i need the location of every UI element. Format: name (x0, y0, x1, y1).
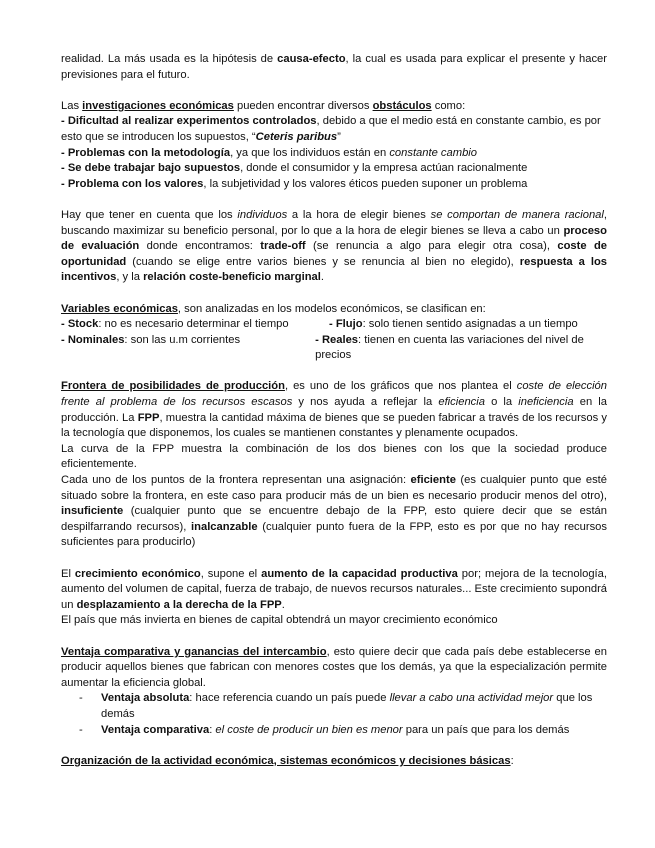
text: , la subjetividad y los valores éticos pueden suponer un problema (203, 177, 528, 190)
crecimiento-paragraph (61, 567, 607, 614)
obstaculos-intro (61, 99, 607, 115)
text: . (281, 598, 285, 611)
italic-term: ineficiencia (518, 396, 574, 409)
text: (cualquier punto que se encuentre debajo de la FPP, esto quiere decir que se están despilfarrando recursos), (61, 505, 607, 533)
italic-term: constante cambio (389, 146, 477, 159)
bold-term: - Se debe trabajar bajo supuestos (61, 162, 241, 175)
fpp-curve-sentence: La curva de la FPP muestra la combinación de los dos bienes con los que la sociedad produce eficientemente. (61, 442, 607, 471)
text: , ya que los individuos están en (230, 146, 390, 159)
text: : solo tienen sentido asignadas a un tiempo (362, 318, 578, 331)
text: , esto quiere decir que cada país debe establecerse en producir aquellos bienes que fabrican con menores costes que los demás, ya que la especialización permite aumentar la eficiencia global. (61, 645, 607, 689)
text: : tienen en cuenta las variaciones del nivel de precios (315, 333, 584, 362)
bold-term: aumento de la capacidad productiva (261, 567, 458, 580)
section-organizacion-heading (61, 754, 607, 770)
heading-obstaculos: obstáculos (372, 99, 432, 112)
text: Las (61, 99, 83, 112)
text: El (61, 567, 75, 580)
text: : son las u.m corrientes (124, 333, 241, 346)
bold-term: - Reales (315, 333, 359, 346)
text: por; mejora de la tecnología, aumento del volumen de capital, fuerza de trabajo, de nuevos recursos naturales... Este crecimiento supondrá un (61, 567, 608, 611)
text: . (320, 271, 324, 284)
list-item (61, 161, 607, 177)
text: , y la (116, 271, 144, 284)
paragraph-causa-efecto (61, 52, 607, 83)
list-item (61, 146, 607, 162)
section-ventaja (61, 645, 607, 739)
text: (cualquier punto fuera de la FPP, esto es por que no hay recursos suficientes para producirlo) (61, 520, 607, 549)
variables-intro (61, 302, 607, 318)
text: (cuando se elige entre varios bienes y se renuncia al bien no elegido), (126, 255, 520, 268)
text: , la cual es usada para explicar el presente y hacer previsiones para el futuro. (61, 53, 607, 81)
text: en la producción. La (61, 396, 607, 424)
italic-term: coste de elección frente al problema de los recursos escasos (61, 380, 607, 409)
text: , supone el (200, 567, 262, 580)
bold-term: - Problemas con la metodología (61, 146, 231, 159)
text: donde encontramos: (139, 240, 261, 253)
list-item (79, 723, 607, 739)
fpp-paragraph (61, 379, 607, 441)
bold-term: - Flujo (329, 318, 363, 331)
italic-term: individuos (237, 208, 288, 221)
bold-term: proceso de evaluación (61, 224, 607, 253)
italic-term: el coste de producir un bien es menor (215, 723, 403, 736)
text: : hace referencia cuando un país puede (189, 692, 390, 705)
text: para un país que para los demás (402, 723, 570, 736)
bold-term: inalcanzable (191, 520, 258, 533)
bold-term: insuficiente (61, 505, 124, 518)
paragraph-individuos (61, 208, 607, 286)
text: , muestra la cantidad máxima de bienes que se pueden fabricar a través de los recursos y la tecnología que disponemos, los cuales se mantienen constantes y plenamente ocupados. (61, 411, 608, 440)
bold-term: desplazamiento a la derecha de la FPP (76, 598, 282, 611)
text: y nos ayuda a reflejar la (292, 396, 439, 409)
text: (es cualquier punto que esté situado sobre la frontera, en este caso para producir más de un bien es necesario producir menos del otro), (61, 474, 607, 502)
variables-row (61, 317, 607, 333)
variable-item (61, 317, 329, 333)
text: que los demás (101, 692, 593, 720)
italic-term: se comportan de manera racional (430, 208, 604, 221)
text: Cada uno de los puntos de la frontera representan una asignación: (61, 474, 411, 487)
variable-item (329, 317, 578, 333)
list-item (61, 114, 607, 145)
section-fpp (61, 379, 607, 551)
crecimiento-sentence: El país que más invierta en bienes de capital obtendrá un mayor crecimiento económico (61, 614, 498, 627)
text: Hay que tener en cuenta que los (61, 208, 238, 221)
dash-bullet: - (79, 723, 83, 736)
section-variables (61, 302, 607, 364)
text: pueden encontrar diversos (233, 99, 373, 112)
variable-item (61, 333, 315, 364)
text: (se renuncia a algo para elegir otra cosa), (305, 240, 558, 253)
list-item (61, 177, 607, 193)
variable-item (315, 333, 607, 364)
heading-organizacion: Organización de la actividad económica, sistemas económicos y decisiones básicas (61, 754, 511, 767)
bold-term: - Problema con los valores (61, 177, 204, 190)
italic-term: llevar a cabo una actividad mejor (389, 692, 554, 705)
fpp-asignacion-paragraph (61, 473, 607, 551)
bold-term: crecimiento económico (74, 567, 201, 580)
text: realidad. La más usada es la hipótesis de (61, 53, 278, 65)
text: , buscando maximizar su beneficio personal, por lo que a la hora de elegir bienes se lleva a cabo un (61, 208, 607, 237)
bold-term: - Nominales (61, 333, 125, 346)
bold-term: Ventaja absoluta (101, 692, 190, 705)
dash-bullet: - (79, 692, 83, 705)
text: ” (337, 130, 341, 143)
heading-variables-economicas: Variables económicas (61, 302, 178, 315)
text: , debido a que el medio está en constante cambio, es por esto que se introducen los supuestos, “ (61, 115, 601, 143)
heading-ventaja-comparativa: Ventaja comparativa y ganancias del intercambio (61, 645, 327, 658)
text: como: (431, 99, 466, 112)
bold-term: FPP (137, 411, 160, 424)
text: , son analizadas en los modelos económicos, se clasifican en: (177, 302, 486, 315)
bold-term: eficiente (410, 474, 456, 487)
heading-frontera-posibilidades: Frontera de posibilidades de producción (61, 380, 285, 393)
bold-term: relación coste-beneficio marginal (143, 271, 321, 284)
bold-term: coste de oportunidad (61, 240, 607, 268)
bold-term: Ventaja comparativa (101, 723, 210, 736)
section-obstaculos (61, 99, 607, 193)
ventaja-paragraph (61, 645, 607, 692)
text: : (510, 754, 514, 767)
text: a la hora de elegir bienes (287, 208, 431, 221)
heading-investigaciones: investigaciones económicas (82, 99, 234, 112)
text: , donde el consumidor y la empresa actúan racionalmente (240, 162, 528, 175)
bold-italic-term: Ceteris paribus (255, 130, 338, 143)
text: , es uno de los gráficos que nos plantea el (284, 380, 517, 393)
bold-term: - Dificultad al realizar experimentos controlados (61, 115, 317, 128)
bold-term: causa-efecto (277, 53, 346, 65)
text: o la (484, 396, 519, 409)
bold-term: respuesta a los incentivos (61, 255, 607, 284)
section-crecimiento (61, 567, 607, 629)
text: : (209, 723, 216, 736)
bold-term: trade-off (260, 240, 306, 253)
list-item (79, 691, 607, 722)
text: : no es necesario determinar el tiempo (98, 318, 289, 331)
variables-row (61, 333, 607, 364)
document-page (61, 52, 607, 769)
bold-term: - Stock (61, 318, 99, 331)
italic-term: eficiencia (438, 396, 485, 409)
